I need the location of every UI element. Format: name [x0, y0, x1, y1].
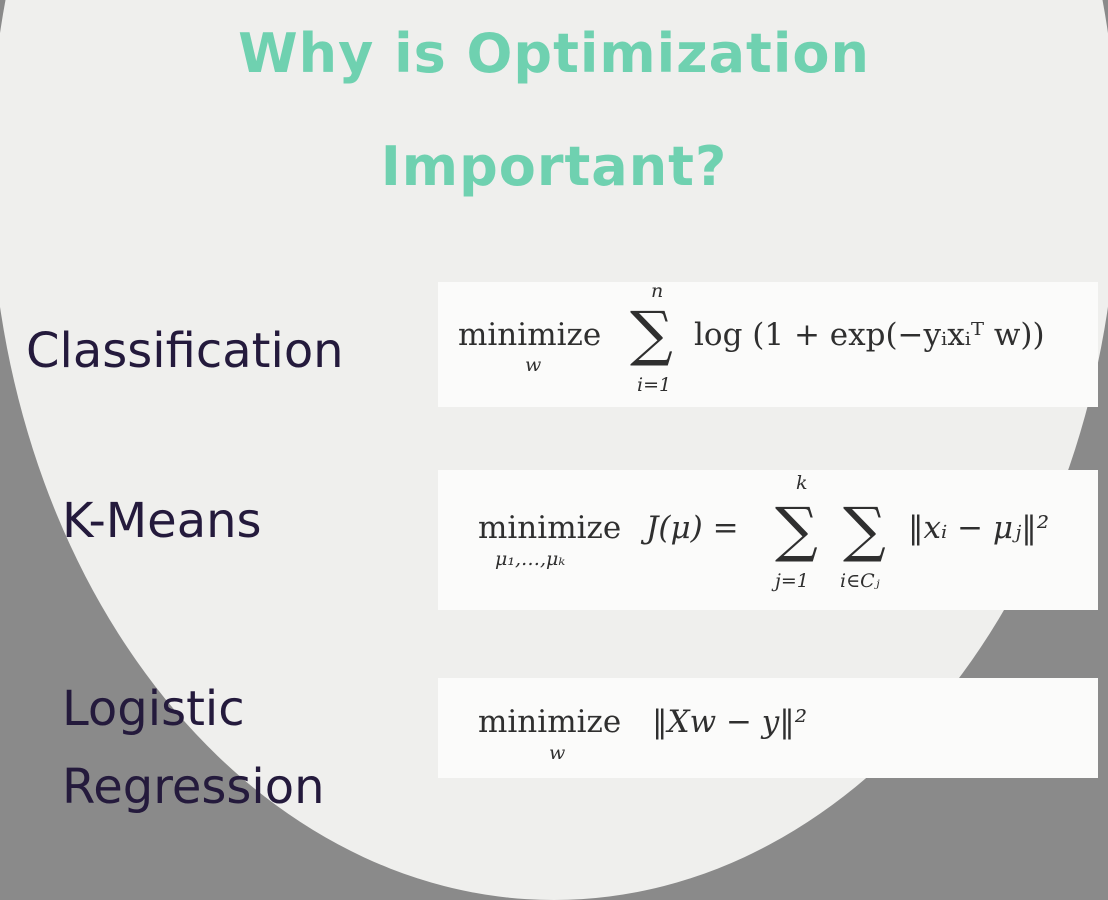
classification-expression: log (1 + exp(−yᵢxᵢᵀ w)): [694, 317, 1045, 353]
minimize-subscript: w: [525, 354, 542, 376]
classification-formula: [438, 282, 1098, 407]
slide-title-line1: Why is Optimization: [238, 22, 870, 85]
summation-sign: ∑: [775, 495, 818, 565]
summation-sign: ∑: [630, 299, 673, 369]
minimize-subscript: μ₁,…,μₖ: [495, 548, 566, 570]
objective-lhs: J(μ) =: [646, 510, 739, 546]
sum-upper-limit: k: [796, 472, 808, 494]
kmeans-formula: [438, 470, 1098, 610]
slide-title-line2: Important?: [380, 135, 728, 198]
minimize-operator: minimize: [478, 510, 622, 546]
logistic-formula: [438, 678, 1098, 778]
summation-sign-inner: ∑: [843, 495, 886, 565]
sum-upper-limit: n: [651, 280, 664, 302]
logistic-label-line1: Logistic: [62, 681, 245, 737]
minimize-operator: minimize: [458, 317, 602, 353]
inner-sum-lower-limit: i∈Cⱼ: [840, 570, 880, 592]
minimize-operator: minimize: [478, 704, 622, 740]
logistic-label-line2: Regression: [62, 759, 325, 815]
minimize-subscript: w: [549, 742, 566, 764]
kmeans-expression: ‖xᵢ − μⱼ‖²: [908, 510, 1050, 546]
sum-lower-limit: i=1: [637, 374, 672, 396]
sum-lower-limit: j=1: [775, 570, 809, 592]
logistic-expression: ‖Xw − y‖²: [652, 704, 808, 740]
classification-label: Classification: [26, 323, 344, 379]
kmeans-label: K-Means: [62, 493, 262, 549]
